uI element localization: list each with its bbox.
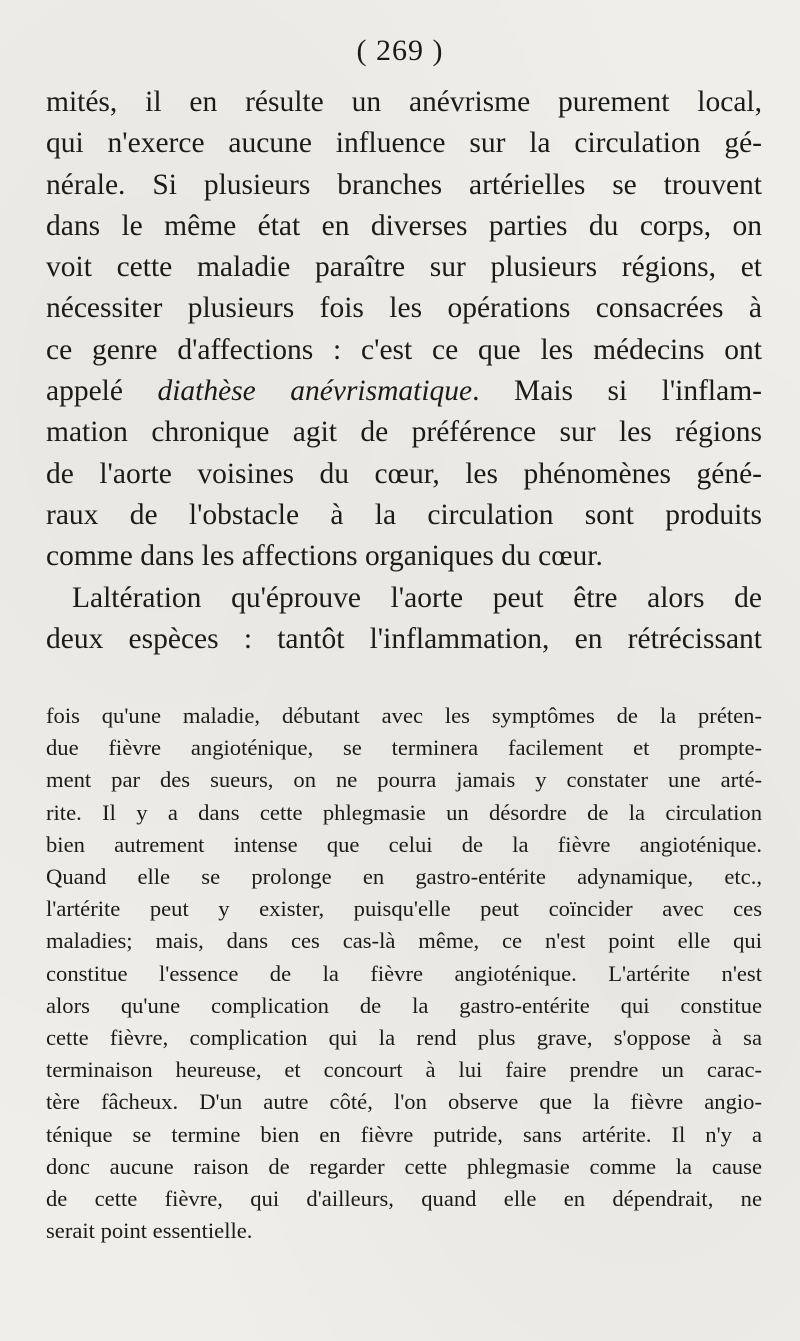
footnote-line: due fièvre angioténique, se terminera facilement et prompte- (46, 735, 762, 761)
footnote-line: bien autrement intense que celui de la fièvre angioténique. (46, 831, 762, 857)
main-text-block (46, 82, 762, 660)
footnote-line: tère fâcheux. D'un autre côté, l'on observe que la fièvre angio- (46, 1089, 762, 1115)
text-line: nérale. Si plusieurs branches artérielles se trouvent (46, 168, 762, 201)
text-line: raux de l'obstacle à la circulation sont produits (46, 498, 762, 531)
text-line-with-italic (46, 371, 762, 412)
footnote-line: ment par des sueurs, on ne pourra jamais y constater une arté- (46, 767, 762, 793)
footnote-line: l'artérite peut y exister, puisqu'elle peut coïncider avec ces (46, 896, 762, 922)
text-line: comme dans les affections organiques du cœur. (46, 540, 603, 573)
text-line: deux espèces : tantôt l'inflammation, en rétrécissant (46, 622, 762, 655)
footnote-line: ténique se termine bien en fièvre putride, sans artérite. Il n'y a (46, 1121, 762, 1147)
footnote-line: maladies; mais, dans ces cas-là même, ce n'est point elle qui (46, 928, 762, 954)
text-line: dans le même état en diverses parties du corps, on (46, 209, 762, 242)
footnote-line: serait point essentielle. (46, 1218, 253, 1244)
text-line: de l'aorte voisines du cœur, les phénomènes géné- (46, 457, 762, 490)
footnote-line: donc aucune raison de regarder cette phlegmasie comme la cause (46, 1153, 762, 1179)
footnote-line: fois qu'une maladie, débutant avec les symptômes de la préten- (46, 703, 762, 728)
text-line: voit cette maladie paraître sur plusieurs régions, et (46, 251, 762, 284)
footnote-line: Quand elle se prolonge en gastro-entérite adynamique, etc., (46, 864, 762, 890)
text-fragment: appelé (46, 375, 158, 408)
footnote-line: cette fièvre, complication qui la rend plus grave, s'oppose à sa (46, 1025, 762, 1051)
footnote-block (46, 700, 762, 1247)
footnote-line: terminaison heureuse, et concourt à lui faire prendre un carac- (46, 1057, 762, 1083)
text-line: mation chronique agit de préférence sur les régions (46, 416, 762, 449)
text-line: nécessiter plusieurs fois les opérations consacrées à (46, 292, 762, 325)
text-line: mités, il en résulte un anévrisme purement local, (46, 86, 762, 118)
footnote-line: alors qu'une complication de la gastro-entérite qui constitue (46, 992, 762, 1018)
footnote-line: constitue l'essence de la fièvre angioténique. L'artérite n'est (46, 960, 762, 986)
footnote-line: rite. Il y a dans cette phlegmasie un désordre de la circulation (46, 799, 762, 825)
text-line: qui n'exerce aucune influence sur la circulation gé- (46, 127, 762, 160)
paragraph-start-line: Laltération qu'éprouve l'aorte peut être alors de (72, 581, 762, 614)
page-number: ( 269 ) (356, 34, 444, 67)
italic-term: diathèse anévrismatique (157, 375, 473, 408)
text-fragment: . Mais si l'inflam- (472, 375, 762, 408)
footnote-line: de cette fièvre, qui d'ailleurs, quand elle en dépendrait, ne (46, 1186, 762, 1212)
text-line: ce genre d'affections : c'est ce que les médecins ont (46, 333, 762, 366)
